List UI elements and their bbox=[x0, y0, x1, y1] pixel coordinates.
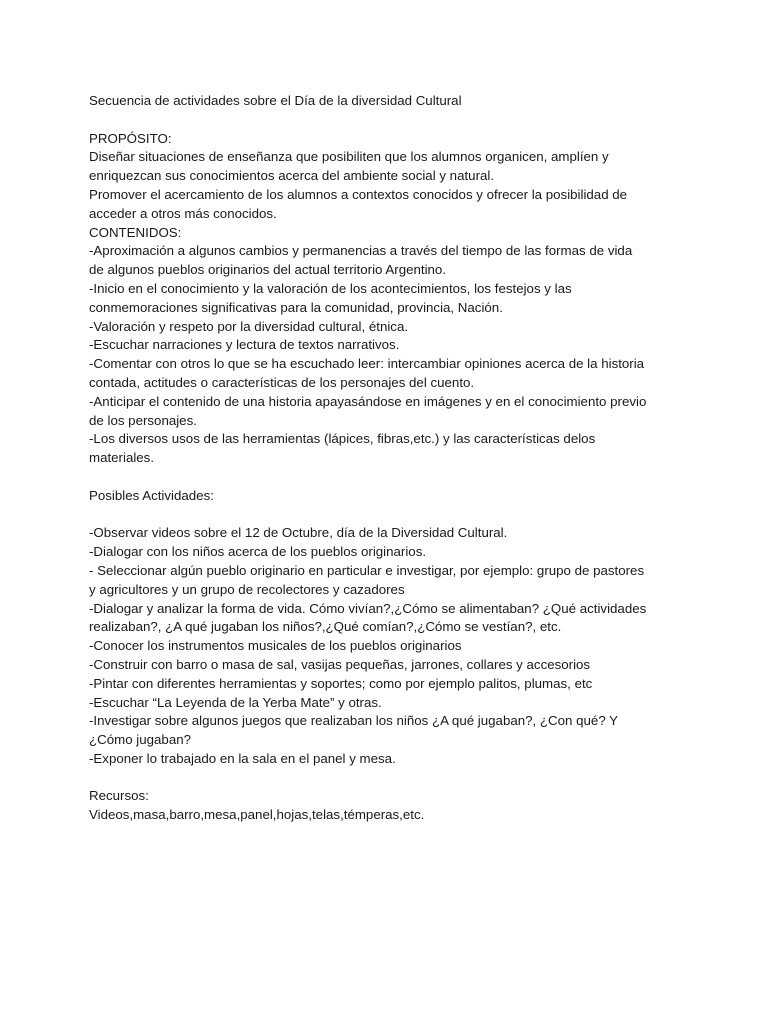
actividades-line: -Investigar sobre algunos juegos que realizaban los niños ¿A qué jugaban?, ¿Con qué? Y bbox=[89, 713, 619, 729]
actividades-heading: Posibles Actividades: bbox=[89, 487, 214, 503]
blank-line bbox=[89, 468, 689, 487]
actividades-line: -Dialogar con los niños acerca de los pueblos originarios. bbox=[89, 544, 427, 560]
actividades-line: -Pintar con diferentes herramientas y soportes; como por ejemplo palitos, plumas, etc bbox=[89, 675, 593, 691]
actividades-line: realizaban?, ¿A qué jugaban los niños?,¿Qué comían?,¿Cómo se vestían?, etc. bbox=[89, 619, 562, 635]
actividades-line: -Dialogar y analizar la forma de vida. Cómo vivían?,¿Cómo se alimentaban? ¿Qué actividades bbox=[89, 600, 647, 616]
actividades-line: -Exponer lo trabajado en la sala en el panel y mesa. bbox=[89, 750, 396, 766]
recursos-heading: Recursos: bbox=[89, 788, 149, 804]
contenidos-line: -Comentar con otros lo que se ha escuchado leer: intercambiar opiniones acerca de la historia bbox=[89, 356, 645, 372]
document-title: Secuencia de actividades sobre el Día de la diversidad Cultural bbox=[89, 93, 462, 108]
contenidos-line: conmemoraciones significativas para la comunidad, provincia, Nación. bbox=[89, 299, 503, 315]
actividades-line: ¿Cómo jugaban? bbox=[89, 732, 192, 748]
contenidos-line: -Escuchar narraciones y lectura de textos narrativos. bbox=[89, 337, 400, 353]
actividades-line: -Escuchar “La Leyenda de la Yerba Mate” y otras. bbox=[89, 694, 382, 710]
proposito-line: acceder a otros más conocidos. bbox=[89, 205, 277, 221]
proposito-line: Promover el acercamiento de los alumnos a contextos conocidos y ofrecer la posibilidad de bbox=[89, 186, 628, 202]
contenidos-line: -Los diversos usos de las herramientas (lápices, fibras,etc.) y las características delos bbox=[89, 431, 596, 447]
contenidos-line: materiales. bbox=[89, 450, 155, 466]
contenidos-line: -Aproximación a algunos cambios y permanencias a través del tiempo de las formas de vida bbox=[89, 243, 633, 259]
blank-line bbox=[89, 111, 689, 130]
document-body bbox=[89, 92, 689, 825]
actividades-line: - Seleccionar algún pueblo originario en particular e investigar, por ejemplo: grupo de pastores bbox=[89, 562, 645, 578]
proposito-line: enriquezcan sus conocimientos acerca del ambiente social y natural. bbox=[89, 168, 495, 184]
contenidos-line: contada, actitudes o características de los personajes del cuento. bbox=[89, 374, 475, 390]
actividades-line: y agricultores y un grupo de recolectores y cazadores bbox=[89, 581, 405, 597]
blank-line bbox=[89, 506, 689, 525]
proposito-line: Diseñar situaciones de enseñanza que posibiliten que los alumnos organicen, amplíen y bbox=[89, 149, 609, 165]
contenidos-heading: CONTENIDOS: bbox=[89, 224, 182, 240]
contenidos-line: -Inicio en el conocimiento y la valoración de los acontecimientos, los festejos y las bbox=[89, 280, 572, 296]
proposito-heading: PROPÓSITO: bbox=[89, 130, 172, 146]
contenidos-line: de los personajes. bbox=[89, 412, 197, 428]
actividades-line: -Observar videos sobre el 12 de Octubre, día de la Diversidad Cultural. bbox=[89, 525, 508, 541]
actividades-line: -Conocer los instrumentos musicales de los pueblos originarios bbox=[89, 638, 462, 654]
contenidos-line: -Valoración y respeto por la diversidad cultural, étnica. bbox=[89, 318, 409, 334]
blank-line bbox=[89, 769, 689, 788]
contenidos-line: de algunos pueblos originarios del actual territorio Argentino. bbox=[89, 262, 447, 278]
contenidos-line: -Anticipar el contenido de una historia apayasándose en imágenes y en el conocimiento previo bbox=[89, 393, 647, 409]
recursos-line: Videos,masa,barro,mesa,panel,hojas,telas,témperas,etc. bbox=[89, 807, 425, 823]
actividades-line: -Construir con barro o masa de sal, vasijas pequeñas, jarrones, collares y accesorios bbox=[89, 656, 591, 672]
